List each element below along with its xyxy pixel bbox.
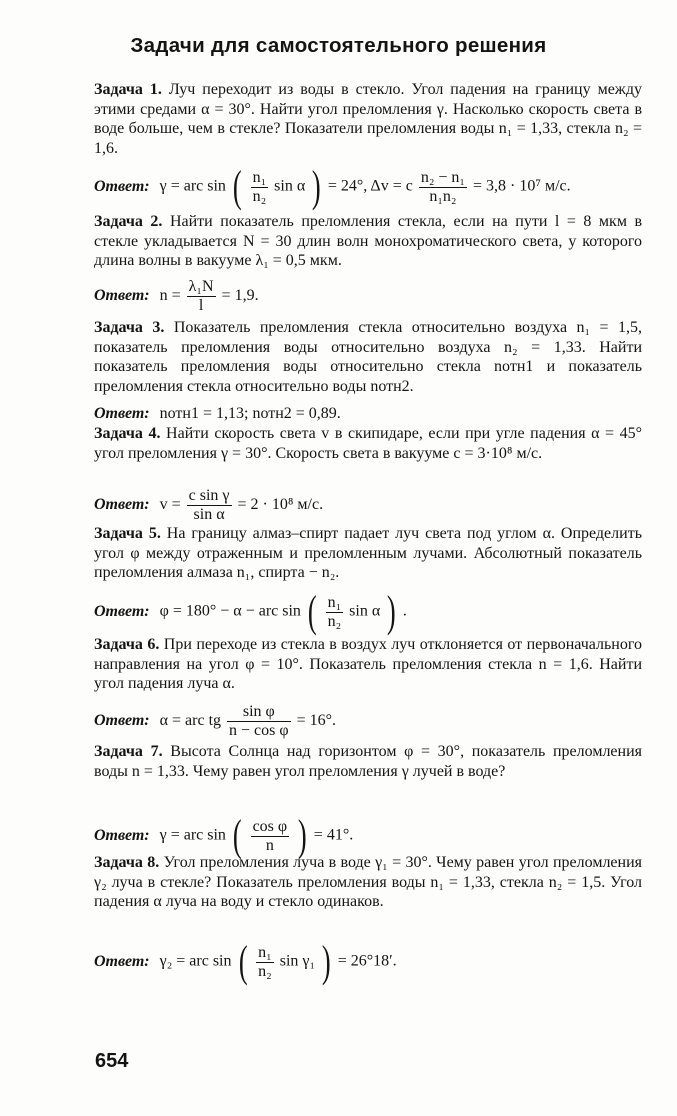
answer-6-pre: α = arc tg — [159, 712, 222, 730]
answer-5-pre: φ = 180° − α − arc sin — [159, 602, 301, 620]
fraction-denominator: n − cos φ — [229, 722, 289, 739]
problem-2-name: Задача 2. — [94, 213, 163, 230]
answer-label: Ответ: — [94, 287, 150, 305]
problem-7-answer — [94, 811, 654, 860]
answer-label: Ответ: — [94, 177, 150, 195]
problem-2-text: Найти показатель преломления стекла, если на пути l = 8 мкм в стекле укладывается N = 30 длин волн монохроматического света, у которого длина волны в вакууме λ₁ = 0,5 мкм. — [94, 213, 643, 270]
answer-8-fraction — [256, 944, 274, 981]
fraction-denominator: l — [198, 297, 204, 314]
problem-1 — [94, 80, 642, 158]
problem-2 — [94, 212, 642, 271]
problem-1-text: Луч переходит из воды в стекло. Угол падения на границу между этими средами α = 30°. Найти угол преломления γ. Насколько скорость света в воде больше, чем в стекле? Показатели преломления воды n₁ = 1,33, стекла n₂ = 1,6. — [94, 81, 642, 157]
problem-3-name: Задача 3. — [94, 319, 165, 336]
left-paren: ( — [238, 937, 248, 986]
fraction-denominator: n₂ — [258, 962, 272, 980]
problem-6-text: При переходе из стекла в воздух луч отклоняется от первоначального направления на угол φ = 10°. Показатель преломления стекла n = 1,6. Найти угол падения луча α. — [94, 636, 643, 693]
left-paren: ( — [232, 162, 242, 211]
fraction-denominator: n₂ — [252, 187, 267, 205]
answer-7-post: = 41°. — [313, 826, 354, 844]
answer-6-post: = 16°. — [296, 712, 337, 730]
answer-label: Ответ: — [94, 496, 150, 514]
fraction-numerator: n₁ — [252, 168, 267, 186]
answer-5-inner: sin α — [349, 602, 381, 620]
answer-1-fraction-2 — [419, 169, 467, 206]
right-paren: ) — [321, 937, 331, 986]
answer-1-inner: sin α — [274, 177, 306, 195]
answer-8-post: = 26°18′. — [337, 952, 397, 970]
fraction-numerator: c sin γ — [188, 487, 230, 504]
fraction-numerator: n₁ — [258, 943, 272, 961]
problem-5-text: На границу алмаз–спирт падает луч света под углом α. Определить угол φ между отраженным и преломленным лучами. Абсолютный показатель преломления алмаза n₁, спирта − n₂. — [94, 525, 642, 582]
left-paren: ( — [307, 587, 317, 636]
problem-8 — [94, 853, 642, 912]
problem-8-name: Задача 8. — [94, 854, 160, 871]
problem-7 — [94, 742, 642, 781]
problem-6 — [94, 635, 642, 694]
answer-7-fraction — [251, 818, 290, 855]
problem-7-name: Задача 7. — [94, 743, 163, 760]
problem-1-answer — [94, 162, 654, 211]
answer-label: Ответ: — [94, 826, 150, 844]
right-paren: ) — [298, 811, 307, 860]
problem-4 — [94, 424, 642, 463]
page-number: 654 — [95, 1050, 129, 1072]
problem-5 — [94, 524, 642, 583]
problem-4-text: Найти скорость света v в скипидаре, если при угле падения α = 45° угол преломления γ = 30°. Скорость света в вакууме c = 3·10⁸ м/с. — [94, 425, 643, 462]
problem-8-text: Угол преломления луча в воде γ₁ = 30°. Чему равен угол преломления γ₂ луча в стекле? Показатель преломления воды n₁ = 1,33, стекла n₂ = 1,5. Угол падения α луча на воду и стекло одинаков. — [94, 854, 643, 911]
fraction-numerator: sin φ — [227, 703, 291, 722]
problem-4-name: Задача 4. — [94, 425, 161, 442]
answer-2-pre: n = — [159, 287, 181, 305]
answer-1-fraction — [251, 169, 269, 206]
answer-2-fraction — [187, 278, 216, 315]
answer-label: Ответ: — [94, 602, 150, 620]
problem-6-answer — [94, 703, 654, 740]
problem-3 — [94, 318, 642, 396]
answer-7-pre: γ = arc sin — [159, 826, 226, 844]
answer-4-fraction — [187, 487, 232, 524]
problem-3-text: Показатель преломления стекла относительно воздуха n₁ = 1,5, показатель преломления воды относительно воздуха n₂ = 1,33. Найти показатель преломления воды относительно стекла nотн1 и показатель преломления стекла относительно воды nотн2. — [94, 319, 643, 395]
answer-6-fraction — [227, 703, 291, 740]
problem-3-answer — [94, 404, 654, 424]
answer-label: Ответ: — [94, 712, 150, 730]
answer-4-post: = 2 · 10⁸ м/с. — [237, 496, 324, 514]
answer-1-post-2: = 3,8 · 10⁷ м/с. — [473, 177, 571, 195]
right-paren: ) — [312, 162, 321, 211]
answer-8-pre: γ₂ = arc sin — [159, 952, 232, 970]
answer-3-text: nотн1 = 1,13; nотн2 = 0,89. — [159, 405, 341, 422]
fraction-numerator: cos φ — [252, 817, 288, 835]
problem-7-text: Высота Солнца над горизонтом φ = 30°, показатель преломления воды n = 1,33. Чему равен угол преломления γ лучей в воде? — [94, 743, 643, 780]
problem-6-name: Задача 6. — [94, 636, 160, 653]
problem-1-name: Задача 1. — [94, 81, 162, 98]
left-paren: ( — [232, 811, 242, 860]
fraction-denominator: n — [265, 836, 274, 854]
answer-label: Ответ: — [94, 405, 150, 422]
fraction-numerator: n₁ — [327, 593, 342, 611]
answer-5-post: . — [402, 602, 407, 620]
section-title: Задачи для самостоятельного решения — [130, 34, 547, 57]
answer-1-post: = 24°, Δv = c — [327, 177, 413, 195]
problem-4-answer — [94, 487, 654, 524]
answer-1-pre: γ = arc sin — [159, 177, 226, 195]
answer-5-fraction — [326, 594, 344, 631]
problem-5-name: Задача 5. — [94, 525, 161, 542]
fraction-denominator: sin α — [193, 506, 225, 523]
answer-4-pre: v = — [159, 496, 181, 514]
right-paren: ) — [387, 587, 396, 636]
fraction-denominator: n₂ — [327, 612, 342, 630]
answer-8-inner: sin γ₁ — [279, 952, 316, 970]
problem-8-answer — [94, 937, 654, 986]
problem-5-answer — [94, 587, 654, 636]
fraction-denominator: n₁n₂ — [429, 187, 457, 205]
answer-2-post: = 1,9. — [221, 287, 259, 305]
fraction-numerator: n₂ − n₁ — [420, 168, 466, 186]
problem-2-answer — [94, 278, 654, 315]
answer-label: Ответ: — [94, 952, 150, 970]
fraction-numerator: λ₁N — [188, 278, 214, 295]
